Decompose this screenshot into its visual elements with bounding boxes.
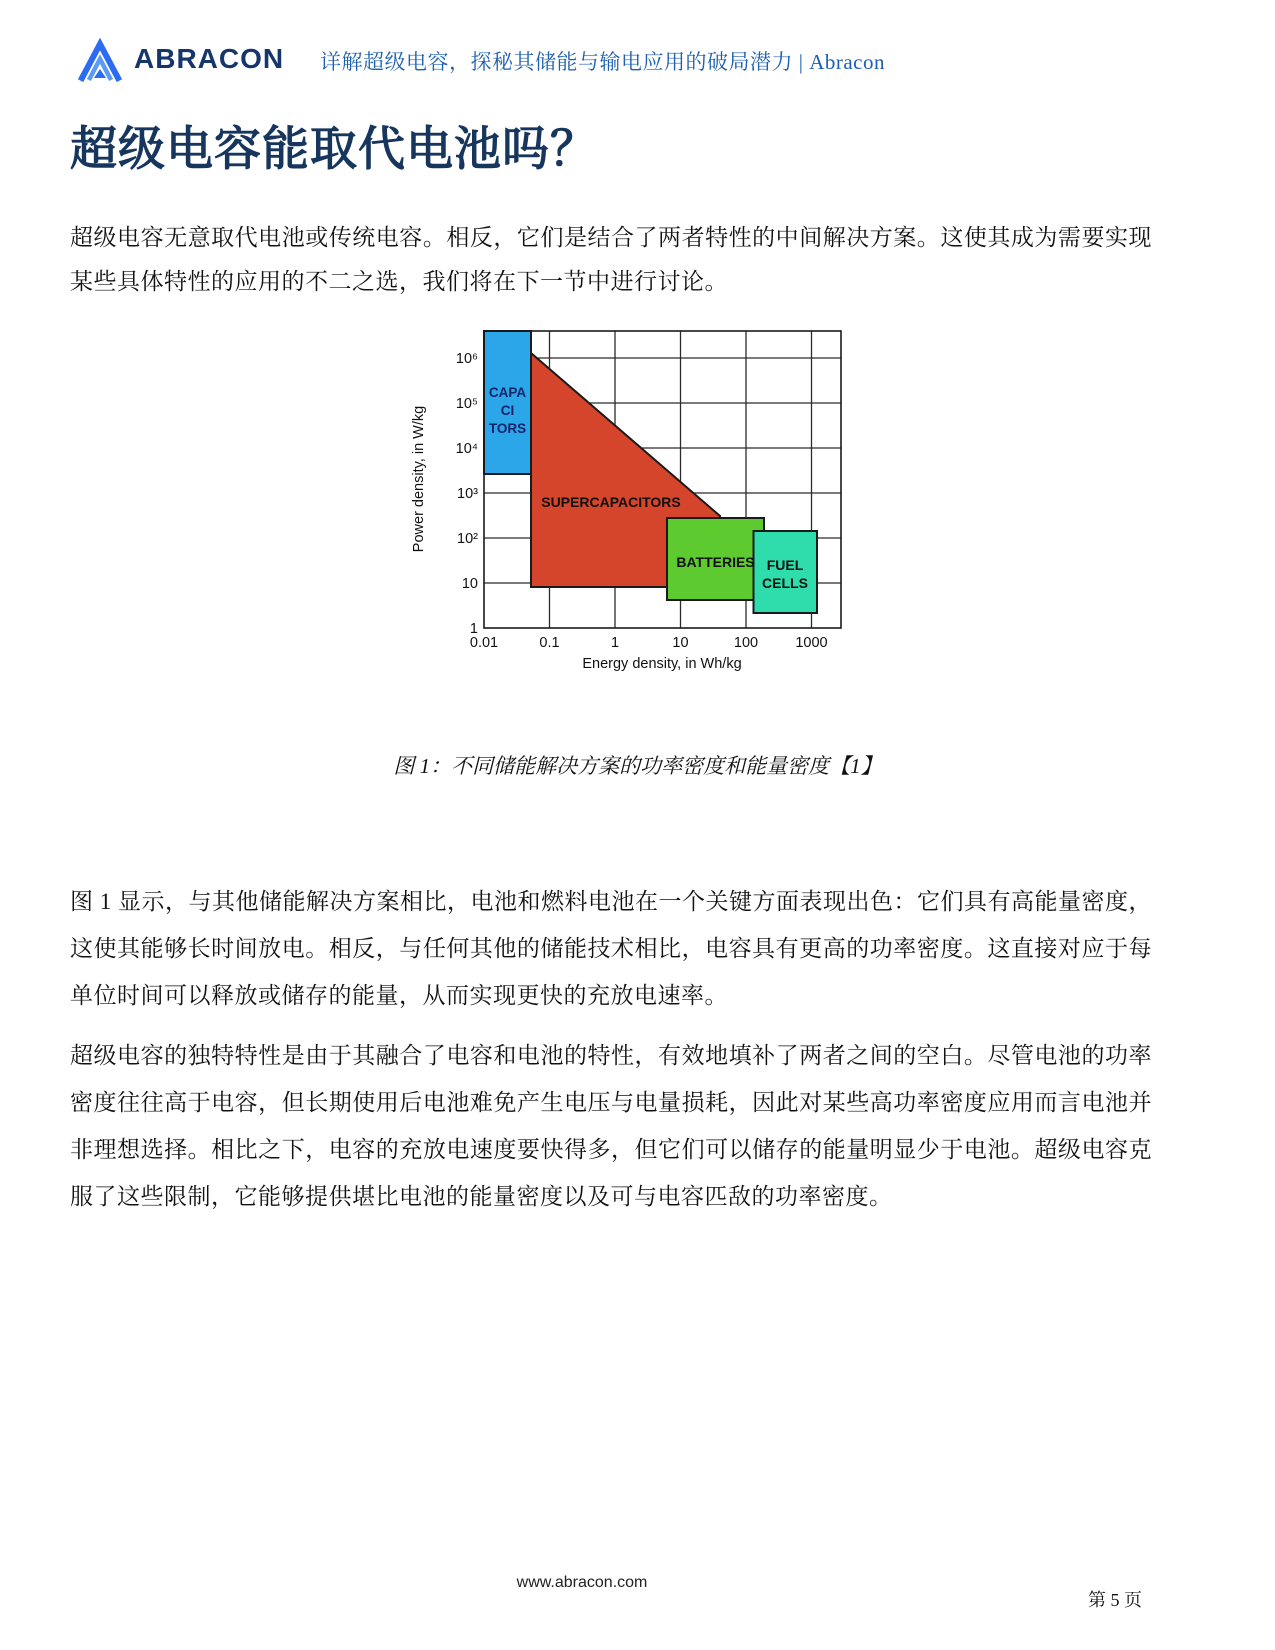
x-axis-label: Energy density, in Wh/kg	[582, 656, 742, 672]
y-tick-1e3: 10³	[457, 486, 478, 502]
abracon-logo-wordmark: ABRACON	[134, 43, 285, 74]
y-tick-1e6: 10⁶	[455, 351, 478, 367]
paragraph-figure-discussion: 图 1 显示，与其他储能解决方案相比，电池和燃料电池在一个关键方面表现出色：它们具有高能量密度，这使其能够长时间放电。相反，与任何其他的储能技术相比，电容具有更高的功率密度。这直接对应于每单位时间可以释放或储存的能量，从而实现更快的充放电速率。	[70, 889, 1152, 1008]
header-logo	[76, 36, 284, 82]
fuel-cells-label-line2: CELLS	[762, 575, 808, 591]
abracon-logo-icon	[76, 36, 124, 82]
capacitors-label-line1: CAPA	[488, 385, 527, 400]
y-tick-10: 10	[461, 576, 478, 592]
y-tick-1e2: 10²	[457, 531, 478, 547]
x-tick-0p1: 0.1	[539, 635, 560, 651]
x-tick-100: 100	[733, 635, 759, 651]
paragraph-intro: 超级电容无意取代电池或传统电容。相反，它们是结合了两者特性的中间解决方案。这使其成为需要实现某些具体特性的应用的不二之选，我们将在下一节中进行讨论。	[70, 225, 1152, 294]
y-tick-1e4: 10⁴	[455, 441, 478, 457]
footer-website-link[interactable]: www.abracon.com	[516, 1574, 648, 1591]
x-tick-1: 1	[610, 635, 620, 651]
capacitors-label-line2: CI	[500, 403, 515, 418]
ragone-chart	[398, 306, 848, 678]
fuel-cells-label-line1: FUEL	[766, 557, 804, 573]
footer-page-number: 第 5 页	[1088, 1590, 1142, 1610]
batteries-label: BATTERIES	[676, 554, 755, 570]
paragraph-supercap-properties: 超级电容的独特特性是由于其融合了电容和电池的特性，有效地填补了两者之间的空白。尽管电池的功率密度往往高于电容，但长期使用后电池难免产生电压与电量损耗，因此对某些高功率密度应用而言电池并非理想选择。相比之下，电容的充放电速度要快得多，但它们可以储存的能量明显少于电池。超级电容克服了这些限制，它能够提供堪比电池的能量密度以及可与电容匹敌的功率密度。	[70, 1043, 1152, 1209]
y-axis-label: Power density, in W/kg	[411, 405, 427, 553]
x-tick-10: 10	[672, 635, 689, 651]
header-document-title: 详解超级电容，探秘其储能与输电应用的破局潜力 | Abracon	[320, 50, 886, 74]
y-tick-1e5: 10⁵	[455, 396, 478, 412]
figure-caption: 图 1：不同储能解决方案的功率密度和能量密度【1】	[393, 754, 882, 778]
x-tick-0p01: 0.01	[469, 635, 499, 651]
x-tick-1000: 1000	[795, 635, 828, 651]
capacitors-label-line3: TORS	[488, 421, 527, 436]
page-title: 超级电容能取代电池吗？	[70, 124, 598, 176]
supercapacitors-label: SUPERCAPACITORS	[541, 494, 681, 510]
y-tick-1: 1	[469, 621, 478, 637]
